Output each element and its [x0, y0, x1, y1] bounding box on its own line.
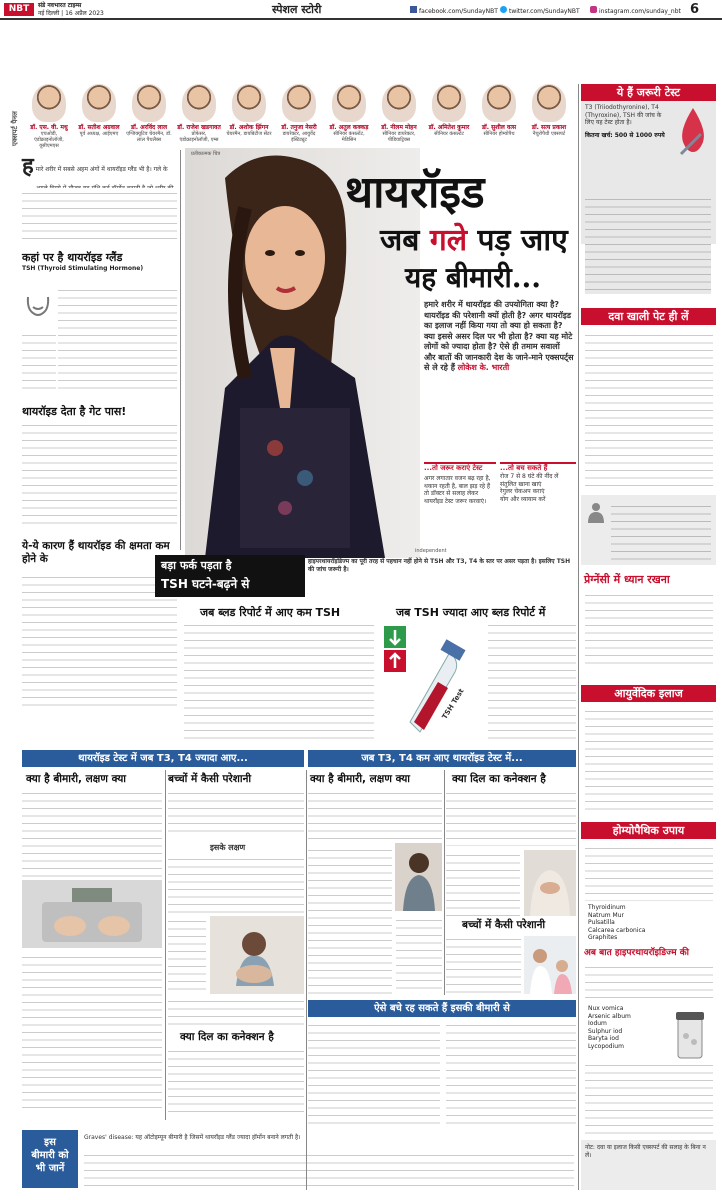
- sidebar-pregnancy-lines: [585, 590, 713, 670]
- expert-card: [176, 84, 222, 143]
- heading-gate-pass: थायरॉइड देता है गेट पास!: [22, 405, 127, 418]
- expert-card: [26, 84, 72, 149]
- expert-card: [126, 84, 172, 143]
- tsh-label: TSH (Thyroid Stimulating Hormone): [22, 265, 144, 272]
- expert-name: डॉ. अशोक झिंगन: [229, 124, 269, 131]
- section-bar-low: जब T3, T4 कम आए थायरॉइड टेस्ट में...: [308, 750, 576, 767]
- expert-name: डॉ. एस. वी. मधु: [30, 124, 68, 131]
- facebook-handle: facebook.com/SundayNBT: [419, 8, 498, 15]
- graves-text-lines: [84, 1150, 574, 1188]
- sad-child-photo: [210, 916, 304, 994]
- thyroid-gland-illustration: [24, 295, 52, 323]
- remedy-list-2: [588, 1005, 668, 1050]
- page-number: 6: [690, 2, 700, 17]
- expert-name: डॉ. सुशील वत्स: [481, 124, 517, 131]
- heading-children-issues: बच्चों में कैसी परेशानी: [168, 773, 252, 785]
- expert-photo: [82, 84, 116, 122]
- overweight-lines: [611, 501, 711, 561]
- sidebar-hyperthyroid-lines: [585, 962, 713, 1002]
- low-children-text: [446, 934, 521, 996]
- hero-subtitle: [380, 224, 568, 258]
- twitter-link[interactable]: [500, 6, 580, 16]
- heart-text: [168, 1046, 304, 1114]
- expert-role: डायरेक्टर, आयुर्वेद इंस्टिट्यूट: [282, 131, 316, 143]
- high-tsh-text: [488, 620, 576, 745]
- prevention-item-2: संतुलित खाना खाएं: [500, 480, 542, 488]
- heading-causes: ये-ये कारण हैं थायरॉइड की क्षमता कम होने के: [22, 540, 170, 565]
- expert-photo: [182, 84, 216, 122]
- facebook-link[interactable]: [410, 6, 498, 16]
- gate-pass-text-lines: [22, 420, 177, 525]
- expert-photo: [482, 84, 516, 122]
- expert-role: एग्जिक्यूटिव चेयरमैन, डॉ. लाल पैथलैब्स: [126, 131, 172, 143]
- expert-photo: [332, 84, 366, 122]
- know-disease-box: [22, 1130, 78, 1188]
- tired-woman-photo: [395, 843, 442, 911]
- sidebar-tests-body: T3 (Triiodothyronine), T4 (Thyroxine), TSH की जांच के लिए यह टेस्ट होता है।: [585, 104, 662, 126]
- low-disease-text: [308, 788, 442, 843]
- symptoms-list: [168, 854, 304, 914]
- sidebar-homeopathy-lines: [585, 843, 713, 901]
- doctor-child-photo: [524, 936, 576, 994]
- sidebar-ayurveda-lines: [585, 706, 713, 816]
- remedy-item: Lycopodium: [588, 1042, 624, 1050]
- disease-text-2: [22, 952, 162, 1112]
- heading-disease-symptoms-2: क्या है बीमारी, लक्षण क्या: [310, 773, 411, 785]
- remedy-item: Thyroidinum: [588, 904, 626, 911]
- sidebar-note-box: [581, 1140, 716, 1190]
- expert-card: [476, 84, 522, 137]
- remedy-item: Sulphur iod: [588, 1027, 623, 1035]
- facebook-icon: [410, 6, 417, 13]
- prevention-box: [500, 462, 576, 557]
- banner-line-2: TSH घटने-बढ़ने से: [161, 577, 250, 591]
- intro-body: मारे शरीर में सबसे अहम अंगों में थायरॉइड ग्लैंड भी है। गले के: [35, 166, 168, 173]
- tests-heading: ...तो जरूर कराएं टेस्ट: [424, 464, 483, 472]
- low-disease-text-3: [396, 915, 442, 995]
- pill-bottle-illustration: [670, 1010, 710, 1060]
- tired-woman-illustration: [395, 843, 442, 911]
- remedy-item: Natrum Mur: [588, 911, 624, 919]
- hero-subtitle-2: यह बीमारी...: [405, 261, 542, 294]
- gland-text-lines-2: [22, 330, 56, 395]
- blood-test-icon: [673, 104, 713, 164]
- low-heart-text: [446, 788, 576, 846]
- thyroid-gland-icon: [24, 295, 52, 323]
- byline: लोकेश के. भारती: [457, 363, 510, 372]
- sidebar-tests-cost: कितना खर्च: 500 से 1000 रुपये: [585, 131, 665, 139]
- chest-pain-illustration: [524, 850, 576, 916]
- blood-test-tube-icon: [380, 622, 485, 740]
- banner-line-1: बड़ा फर्क पड़ता है: [161, 559, 232, 572]
- expert-card: [376, 84, 422, 143]
- sidebar-tests-lines: [585, 194, 711, 294]
- expert-card: [276, 84, 322, 143]
- pill-bottle-icon: [670, 1010, 710, 1060]
- sidebar-tests-title: ये हैं जरूरी टेस्ट: [581, 84, 716, 101]
- twitter-handle: twitter.com/SundayNBT: [509, 8, 580, 15]
- heading-disease-symptoms: क्या है बीमारी, लक्षण क्या: [26, 773, 127, 785]
- expert-role: सीनियर होम्योपैथ: [483, 131, 515, 137]
- prevention-heading: ...तो बच सकते हैं: [500, 464, 548, 472]
- remedy-item: Arsenic album: [588, 1012, 631, 1020]
- expert-name: डॉ. सत्य प्रकाश: [531, 124, 567, 131]
- expert-card: [76, 84, 122, 137]
- doctor-child-illustration: [524, 936, 576, 994]
- photo-caption: प्रतीकात्मक चित्र: [191, 151, 221, 157]
- heading-high-tsh: जब TSH ज्यादा आए ब्लड रिपोर्ट में: [396, 606, 546, 619]
- tsh-banner-body: हाइपरथायरॉइडिज्म का पूरी तरह से पहचान नहीं होने से TSH और T3, T4 के स्तर पर असर पड़ता है। इसलिए TSH की जांच जरूरी है।: [308, 558, 571, 573]
- hero-title: थायरॉइड: [345, 167, 485, 218]
- expert-card: [426, 84, 472, 137]
- tsh-banner-label: [155, 555, 305, 597]
- heading-low-tsh: जब ब्लड रिपोर्ट में आए कम TSH: [200, 606, 341, 619]
- expert-card: [526, 84, 572, 137]
- sidebar-hyperthyroid-lines-2: [585, 1060, 713, 1135]
- prevention-text-2: [446, 1020, 576, 1130]
- hero-intro: [424, 300, 574, 374]
- weighing-scale-photo: [22, 880, 162, 948]
- expert-photo: [32, 84, 66, 122]
- expert-photo: [282, 84, 316, 122]
- expert-photo: [432, 84, 466, 122]
- expert-panel-label: एक्सपर्ट पैनल: [11, 111, 19, 146]
- chest-pain-photo: [524, 850, 576, 916]
- expert-photo: [382, 84, 416, 122]
- blood-drop-illustration: [673, 104, 713, 164]
- intro-filler: [22, 188, 177, 244]
- overweight-icon: [585, 501, 607, 523]
- expert-card: [226, 84, 272, 137]
- sidebar-hyperthyroid-title: अब बात हाइपरथायरॉइडिज्म की: [584, 948, 689, 958]
- weighing-scale-icon: [22, 880, 162, 948]
- remedy-item: Nux vomica: [588, 1005, 624, 1012]
- person-icon: [585, 501, 607, 523]
- instagram-handle: instagram.com/sunday_nbt: [599, 8, 681, 15]
- low-heart-text-2: [446, 850, 520, 916]
- causes-list: [22, 572, 177, 710]
- expert-role: एचओडी, एंडोक्राइनोलॉजी, यूसीएमएस: [34, 131, 64, 149]
- expert-role: सीनियर डायरेक्टर, पीडियाट्रिक्स: [382, 131, 416, 143]
- section-bar-high: थायरॉइड टेस्ट में जब T3, T4 ज्यादा आए...: [22, 750, 304, 767]
- children-text-3: [168, 996, 304, 1026]
- column-divider: [180, 150, 181, 550]
- intro-text: हमारे शरीर में थायरॉइड की उपयोगिता क्या है? थायरॉइड की परेशानी क्यों होती है? अगर थायरॉइड का इलाज नहीं किया गया तो क्या हो सकता है? क्या इससे असर दिल पर भी होता है? क्या यह मोटे लोगों को ज्यादा होता है? ऐसे ही तमाम सवालों और बातों की जानकारी देश के जाने-माने एक्सपर्ट्स से ले रहे हैं: [424, 300, 574, 372]
- sidebar-medicine-title: दवा खाली पेट ही लें: [581, 308, 716, 325]
- low-tsh-text: [184, 620, 374, 745]
- expert-role: पूर्व अध्यक्ष, आईएमए: [79, 131, 119, 137]
- children-text-2: [168, 916, 206, 994]
- heading-gland-location: कहां पर है थायरॉइड ग्लैंड: [22, 251, 123, 264]
- graves-disease-note: Graves' disease: यह ऑटोइम्यून बीमारी है जिसमें थायरॉइड ग्लैंड ज्यादा हॉर्मोन बनाने लगती है।: [84, 1134, 301, 1141]
- expert-photo: [232, 84, 266, 122]
- tests-box: [424, 462, 496, 557]
- sidebar-ayurveda-title: आयुर्वेदिक इलाज: [581, 685, 716, 702]
- sidebar-overweight-box: [581, 495, 716, 565]
- disease-text: [22, 788, 162, 878]
- sidebar-note: नोट: दवा या इलाज किसी एक्सपर्ट की सलाह के बिना न लें।: [585, 1144, 706, 1159]
- expert-name: डॉ. तनुजा नेसरी: [281, 124, 317, 131]
- column-divider: [306, 770, 307, 1190]
- instagram-link[interactable]: [590, 6, 681, 16]
- edition-name: संडे नवभारत टाइम्स: [38, 2, 82, 9]
- heading-heart-connection-2: क्या दिल का कनेक्शन है: [452, 773, 546, 785]
- column-divider: [444, 770, 445, 995]
- gland-text-lines: [58, 285, 177, 395]
- sad-child-illustration: [210, 916, 304, 994]
- know-line-3: भी जानें: [35, 1163, 65, 1174]
- drop-cap: ह: [22, 154, 34, 179]
- instagram-icon: [590, 6, 597, 13]
- prevention-text-1: [308, 1020, 440, 1130]
- prevention-item-1: रोज 7 से 8 घंटे की नींद लें: [500, 473, 559, 480]
- know-line-1: इस: [44, 1137, 56, 1148]
- nbt-logo: NBT: [4, 3, 34, 16]
- expert-name: डॉ. राजेश खडगावत: [177, 124, 221, 131]
- photo-credit: independent: [415, 548, 447, 554]
- column-divider: [165, 770, 166, 1120]
- expert-name: डॉ. अमितेश कुमार: [428, 124, 470, 131]
- expert-role: चेयरमैन, डायबिटीज सेंटर: [226, 131, 272, 137]
- expert-name: डॉ. अतुल कक्कड़: [329, 124, 369, 131]
- heading-heart-connection: क्या दिल का कनेक्शन है: [180, 1031, 274, 1043]
- remedy-item: Pulsatilla: [588, 919, 615, 926]
- subtitle-pre: जब: [380, 223, 430, 258]
- masthead: [0, 0, 722, 20]
- low-disease-text-2: [308, 845, 392, 995]
- remedy-item: Graphites: [588, 934, 618, 941]
- section-label: स्पेशल स्टोरी: [272, 3, 322, 16]
- know-line-2: बीमारी को: [31, 1150, 69, 1161]
- expert-name: डॉ. सतीश अग्रवाल: [78, 124, 120, 131]
- expert-role: नैचुरोपैथी एक्सपर्ट: [532, 131, 566, 137]
- expert-photo: [132, 84, 166, 122]
- twitter-icon: [500, 6, 507, 13]
- prevention-item-4: योग और व्यायाम करें: [500, 495, 546, 503]
- prevention-item-3: रेगुलर चेकअप कराएं: [500, 488, 545, 495]
- sidebar-homeopathy-title: होम्योपैथिक उपाय: [581, 822, 716, 839]
- remedy-item: Baryta iod: [588, 1035, 619, 1042]
- expert-name: डॉ. नीलम मोहन: [381, 124, 417, 131]
- tsh-test-illustration: [380, 622, 485, 740]
- heading-children-issues-2: बच्चों में कैसी परेशानी: [462, 919, 546, 931]
- sidebar-pregnancy-title: प्रेग्नेंसी में ध्यान रखना: [584, 573, 670, 586]
- column-divider: [578, 84, 579, 1190]
- subtitle-post: पड़ जाए: [467, 223, 568, 258]
- expert-photo: [532, 84, 566, 122]
- expert-role: प्रोफेसर, एंडोक्राइनोलॉजी, एम्स: [179, 131, 219, 143]
- sidebar-medicine-lines: [585, 330, 713, 490]
- children-text: [168, 788, 304, 838]
- expert-role: सीनियर कंसल्टेंट, मेडिसिन: [333, 131, 365, 143]
- remedy-item: Calcarea carbonica: [588, 926, 646, 934]
- heading-symptoms: इसके लक्षण: [210, 843, 246, 852]
- expert-role: सीनियर कंसल्टेंट: [434, 131, 464, 137]
- remedy-list: [588, 904, 713, 942]
- city-date: नई दिल्ली | 16 अप्रैल 2023: [38, 10, 104, 17]
- tsh-test-label: TSH Test: [440, 687, 466, 721]
- expert-card: [326, 84, 372, 143]
- expert-name: डॉ. अरविंद लाल: [130, 124, 168, 131]
- tests-body: अगर लगातार वजन बढ़ रहा है, थकान रहती है, बाल झड़ रहे हैं तो डॉक्टर से सलाह लेकर थायरॉइड टेस्ट जरूर करवाएं।: [424, 475, 491, 505]
- remedy-item: Iodum: [588, 1020, 607, 1027]
- section-bar-prevention: ऐसे बचे रह सकते हैं इसकी बीमारी से: [308, 1000, 576, 1017]
- subtitle-emphasis: गले: [429, 223, 468, 258]
